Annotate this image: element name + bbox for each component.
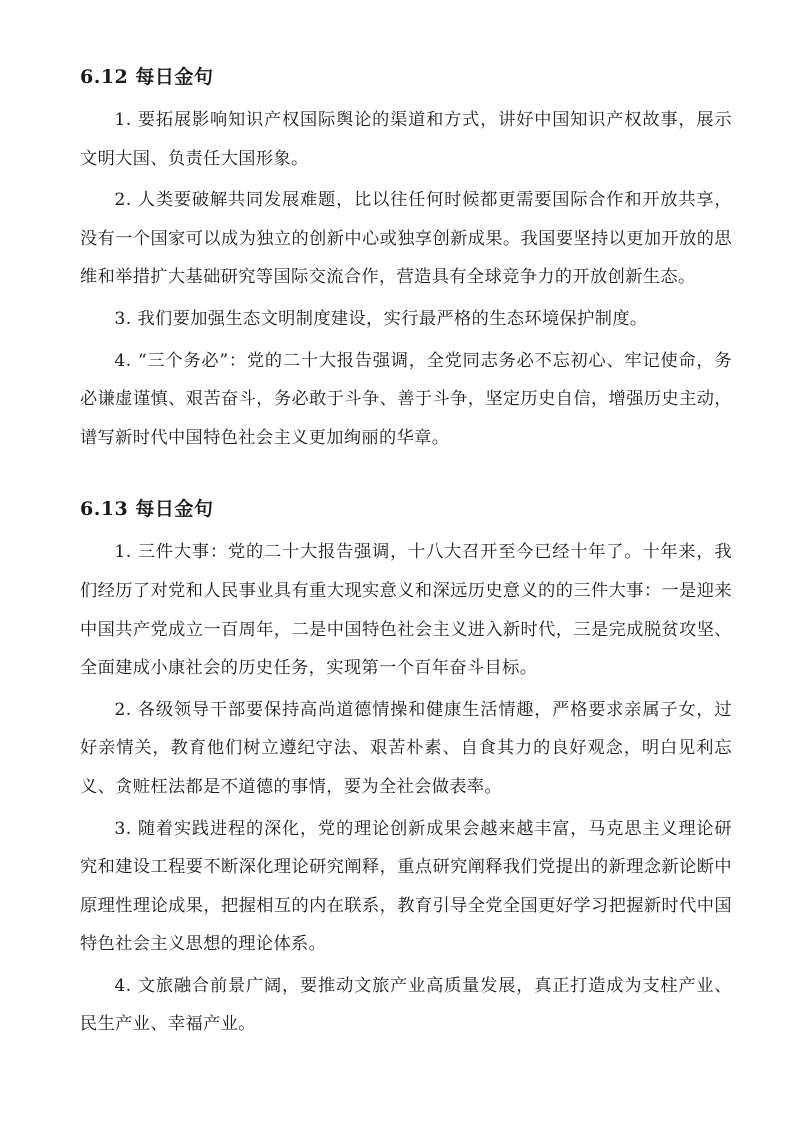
section-title: 6.12 每日金句 (80, 66, 214, 88)
paragraph: 1. 要拓展影响知识产权国际舆论的渠道和方式，讲好中国知识产权故事，展示文明大国、负责任大国形象。 (80, 110, 732, 169)
paragraph: 3. 随着实践进程的深化，党的理论创新成果会越来越丰富，马克思主义理论研究和建设工程要不断深化理论研究阐释，重点研究阐释我们党提出的新理念新论断中原理性理论成果，把握相互的内在联系，教育引导全党全国更好学习把握新时代中国特色社会主义思想的理论体系。 (80, 818, 732, 955)
paragraph: 2. 各级领导干部要保持高尚道德情操和健康生活情趣，严格要求亲属子女，过好亲情关，教育他们树立遵纪守法、艰苦朴素、自食其力的良好观念，明白见利忘义、贪赃枉法都是不道德的事情，要为全社会做表率。 (80, 699, 732, 797)
section-title: 6.13 每日金句 (80, 498, 214, 521)
paragraph: 4. “三个务必”：党的二十大报告强调，全党同志务必不忘初心、牢记使命，务必谦虚谨慎、艰苦奋斗，务必敢于斗争、善于斗争，坚定历史自信，增强历史主动，谱写新时代中国特色社会主义更加绚丽的华章。 (80, 350, 732, 448)
section-0613 (80, 495, 732, 1044)
paragraph: 4. 文旅融合前景广阔，要推动文旅产业高质量发展，真正打造成为支柱产业、民生产业、幸福产业。 (80, 975, 732, 1035)
section-0612 (80, 63, 732, 457)
paragraph: 2. 人类要破解共同发展难题，比以往任何时候都更需要国际合作和开放共享，没有一个国家可以成为独立的创新中心或独享创新成果。我国要坚持以更加开放的思维和举措扩大基础研究等国际交流合作，营造具有全球竞争力的开放创新生态。 (80, 190, 732, 288)
paragraph: 3. 我们要加强生态文明制度建设，实行最严格的生态环境保护制度。 (114, 308, 648, 329)
paragraph: 1. 三件大事：党的二十大报告强调，十八大召开至今已经十年了。十年来，我们经历了对党和人民事业具有重大现实意义和深远历史意义的的三件大事：一是迎来中国共产党成立一百周年，二是中国特色社会主义进入新时代，三是完成脱贫攻坚、全面建成小康社会的历史任务，实现第一个百年奋斗目标。 (80, 542, 732, 679)
